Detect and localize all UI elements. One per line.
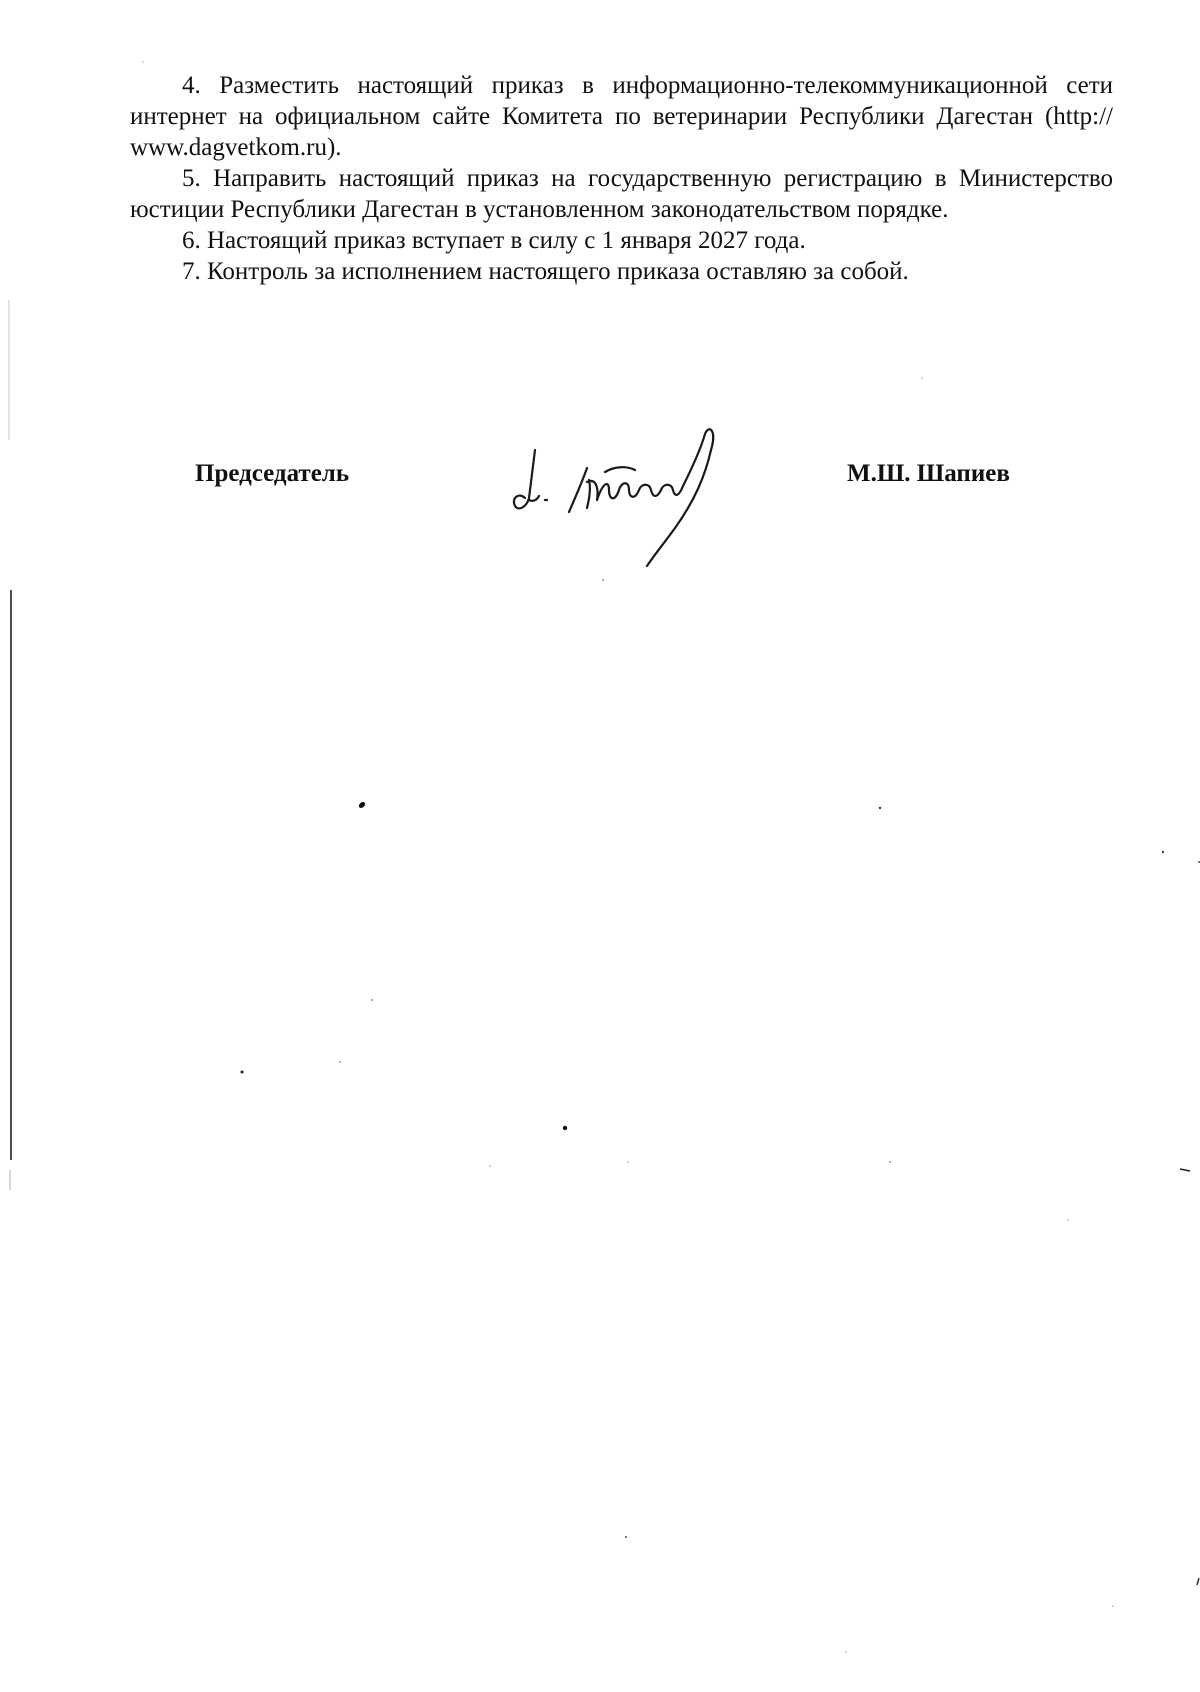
signature-block [0,420,1200,570]
paragraph-6: 6. Настоящий приказ вступает в силу с 1 января 2027 года. [182,227,806,254]
document-body [130,70,1113,287]
paragraph-4: 4. Разместить настоящий приказ в информационно-телекоммуникационной сети интернет на официальном сайте Комитета по ветеринарии Республики Дагестан (http:// www.dagvetkom.ru). [130,72,1113,161]
paragraph-7: 7. Контроль за исполнением настоящего приказа оставляю за собой. [182,258,909,285]
signatory-name: М.Ш. Шапиев [847,460,1010,487]
paragraph-5: 5. Направить настоящий приказ на государственную регистрацию в Министерство юстиции Республики Дагестан в установленном законодательством порядке. [130,165,1113,223]
signatory-title: Председатель [195,460,350,487]
handwritten-signature [505,420,785,570]
